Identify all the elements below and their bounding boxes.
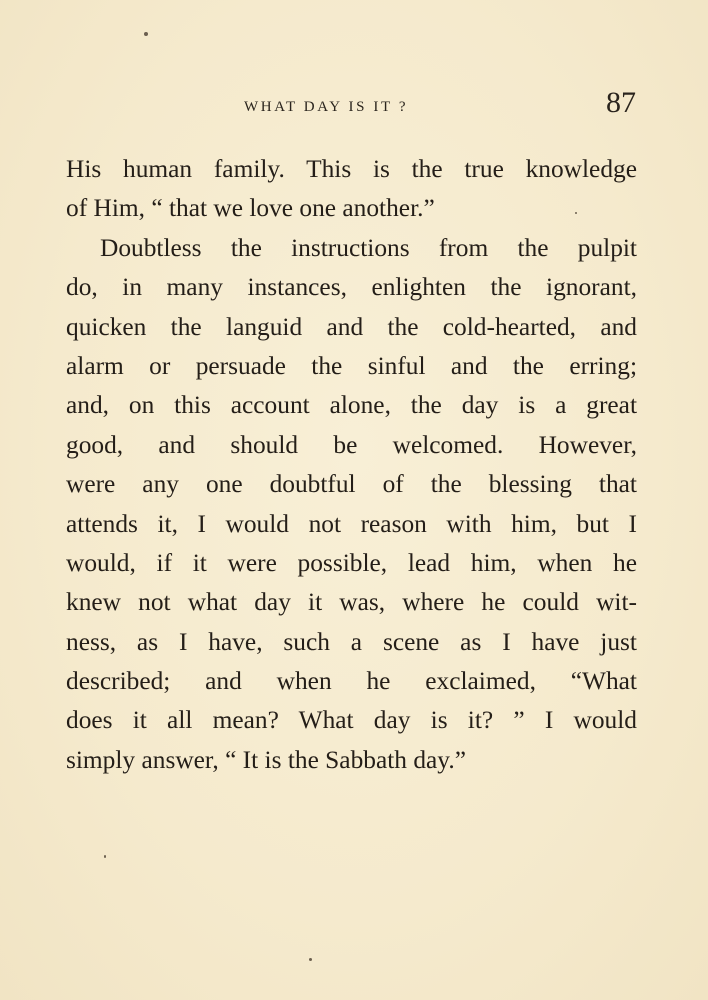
text-line: were any one doubtful of the blessing that xyxy=(66,470,637,499)
text-line: and, on this account alone, the day is a great xyxy=(66,391,637,420)
page-header xyxy=(66,86,636,126)
text-line: of Him, “ that we love one another.” xyxy=(66,194,435,223)
text-line: quicken the languid and the cold-hearted, and xyxy=(66,312,637,341)
text-line: Doubtless the instructions from the pulpit xyxy=(100,233,637,262)
page-number: 87 xyxy=(606,86,636,119)
text-line: good, and should be welcomed. However, xyxy=(66,430,637,459)
text-line: attends it, I would not reason with him, but I xyxy=(66,509,637,538)
ink-speck xyxy=(104,855,106,858)
text-line: described; and when he exclaimed, “What xyxy=(66,667,637,696)
text-line: alarm or persuade the sinful and the erring; xyxy=(66,351,637,380)
text-line: would, if it were possible, lead him, when he xyxy=(66,548,637,577)
ink-speck xyxy=(309,958,312,961)
text-line: His human family. This is the true knowledge xyxy=(66,155,637,183)
text-line: does it all mean? What day is it? ” I would xyxy=(66,706,637,735)
ink-speck xyxy=(144,32,148,36)
text-line: knew not what day it was, where he could wit- xyxy=(66,588,637,617)
running-title: WHAT DAY IS IT ? xyxy=(244,99,409,115)
text-line: do, in many instances, enlighten the ignorant, xyxy=(66,273,637,302)
text-line: ness, as I have, such a scene as I have just xyxy=(66,627,637,656)
body-text xyxy=(66,150,637,780)
text-line: simply answer, “ It is the Sabbath day.” xyxy=(66,745,466,774)
